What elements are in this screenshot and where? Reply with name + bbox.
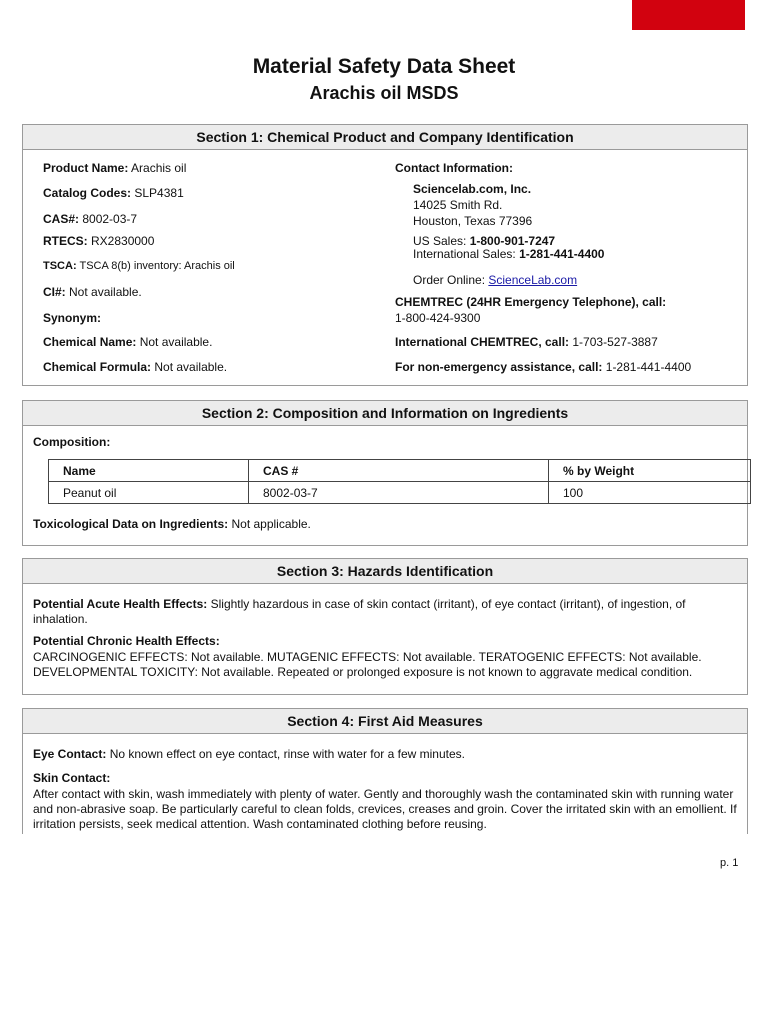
- tsca: TSCA: TSCA 8(b) inventory: Arachis oil: [43, 260, 235, 272]
- order-online: Order Online: ScienceLab.com: [413, 273, 578, 287]
- cell-cas: 8002-03-7: [249, 482, 549, 504]
- brand-badge: [632, 0, 745, 30]
- acute-health-effects: Potential Acute Health Effects: Slightly hazardous in case of skin contact (irritant), of eye contact (irritant), of ingestion, of inhalation.: [33, 597, 686, 626]
- document-title: Material Safety Data Sheet: [252, 55, 516, 78]
- section-4: [22, 708, 748, 834]
- product-name: Product Name: Arachis oil: [43, 161, 187, 175]
- toxicological-data: Toxicological Data on Ingredients: Not applicable.: [33, 517, 311, 531]
- chemtrec-phone: 1-800-424-9300: [395, 311, 481, 325]
- ci-number: CI#: Not available.: [43, 285, 142, 299]
- column-header-weight: % by Weight: [549, 460, 751, 482]
- sciencelab-link[interactable]: ScienceLab.com: [488, 273, 578, 287]
- address-line-2: Houston, Texas 77396: [413, 214, 533, 228]
- rtecs: RTECS: RX2830000: [43, 234, 155, 248]
- contact-heading: Contact Information:: [395, 161, 513, 175]
- chemical-formula: Chemical Formula: Not available.: [43, 360, 228, 374]
- synonym: Synonym:: [43, 311, 102, 325]
- cas-number: CAS#: 8002-03-7: [43, 212, 138, 226]
- company-name: Sciencelab.com, Inc.: [413, 182, 532, 196]
- address-line-1: 14025 Smith Rd.: [413, 198, 503, 212]
- column-header-name: Name: [49, 460, 249, 482]
- chemical-name: Chemical Name: Not available.: [43, 335, 213, 349]
- composition-table: [48, 459, 751, 504]
- composition-label: Composition:: [33, 435, 111, 449]
- section-3: [22, 558, 748, 695]
- cell-weight: 100: [549, 482, 751, 504]
- document-subtitle: Arachis oil MSDS: [309, 83, 459, 103]
- eye-contact: Eye Contact: No known effect on eye contact, rinse with water for a few minutes.: [33, 747, 465, 761]
- chronic-health-effects-label: Potential Chronic Health Effects:: [33, 634, 220, 648]
- section-1: [22, 124, 748, 386]
- table-row: [49, 482, 751, 504]
- chemtrec-label: CHEMTREC (24HR Emergency Telephone), call:: [395, 295, 667, 309]
- cell-name: Peanut oil: [49, 482, 249, 504]
- chronic-health-effects-text: CARCINOGENIC EFFECTS: Not available. MUTAGENIC EFFECTS: Not available. TERATOGENIC EFFECTS: Not available. DEVELOPMENTAL TOXICITY: Not available. Repeated or prolonged exposure is not known to aggravate medical condition.: [33, 650, 702, 679]
- section-1-heading: Section 1: Chemical Product and Company Identification: [23, 125, 747, 150]
- section-2: [22, 400, 748, 546]
- us-sales: US Sales: 1-800-901-7247: [413, 234, 556, 248]
- non-emergency-assistance: For non-emergency assistance, call: 1-281-441-4400: [395, 360, 692, 374]
- page-number: p. 1: [720, 857, 739, 869]
- section-2-heading: Section 2: Composition and Information on Ingredients: [23, 401, 747, 426]
- international-sales: International Sales: 1-281-441-4400: [413, 247, 605, 261]
- table-header-row: [49, 460, 751, 482]
- catalog-codes: Catalog Codes: SLP4381: [43, 186, 184, 200]
- skin-contact-text: After contact with skin, wash immediately with plenty of water. Gently and thoroughly wash the contaminated skin with running water and non-abrasive soap. Be particularly careful to clean folds, crevices, creases and groin. Cover the irritated skin with an emollient. If irritation persists, seek medical attention. Wash contaminated clothing before reusing.: [33, 787, 737, 831]
- section-3-heading: Section 3: Hazards Identification: [23, 559, 747, 584]
- international-chemtrec: International CHEMTREC, call: 1-703-527-3887: [395, 335, 658, 349]
- skin-contact-label: Skin Contact:: [33, 771, 111, 785]
- column-header-cas: CAS #: [249, 460, 549, 482]
- section-4-heading: Section 4: First Aid Measures: [23, 709, 747, 734]
